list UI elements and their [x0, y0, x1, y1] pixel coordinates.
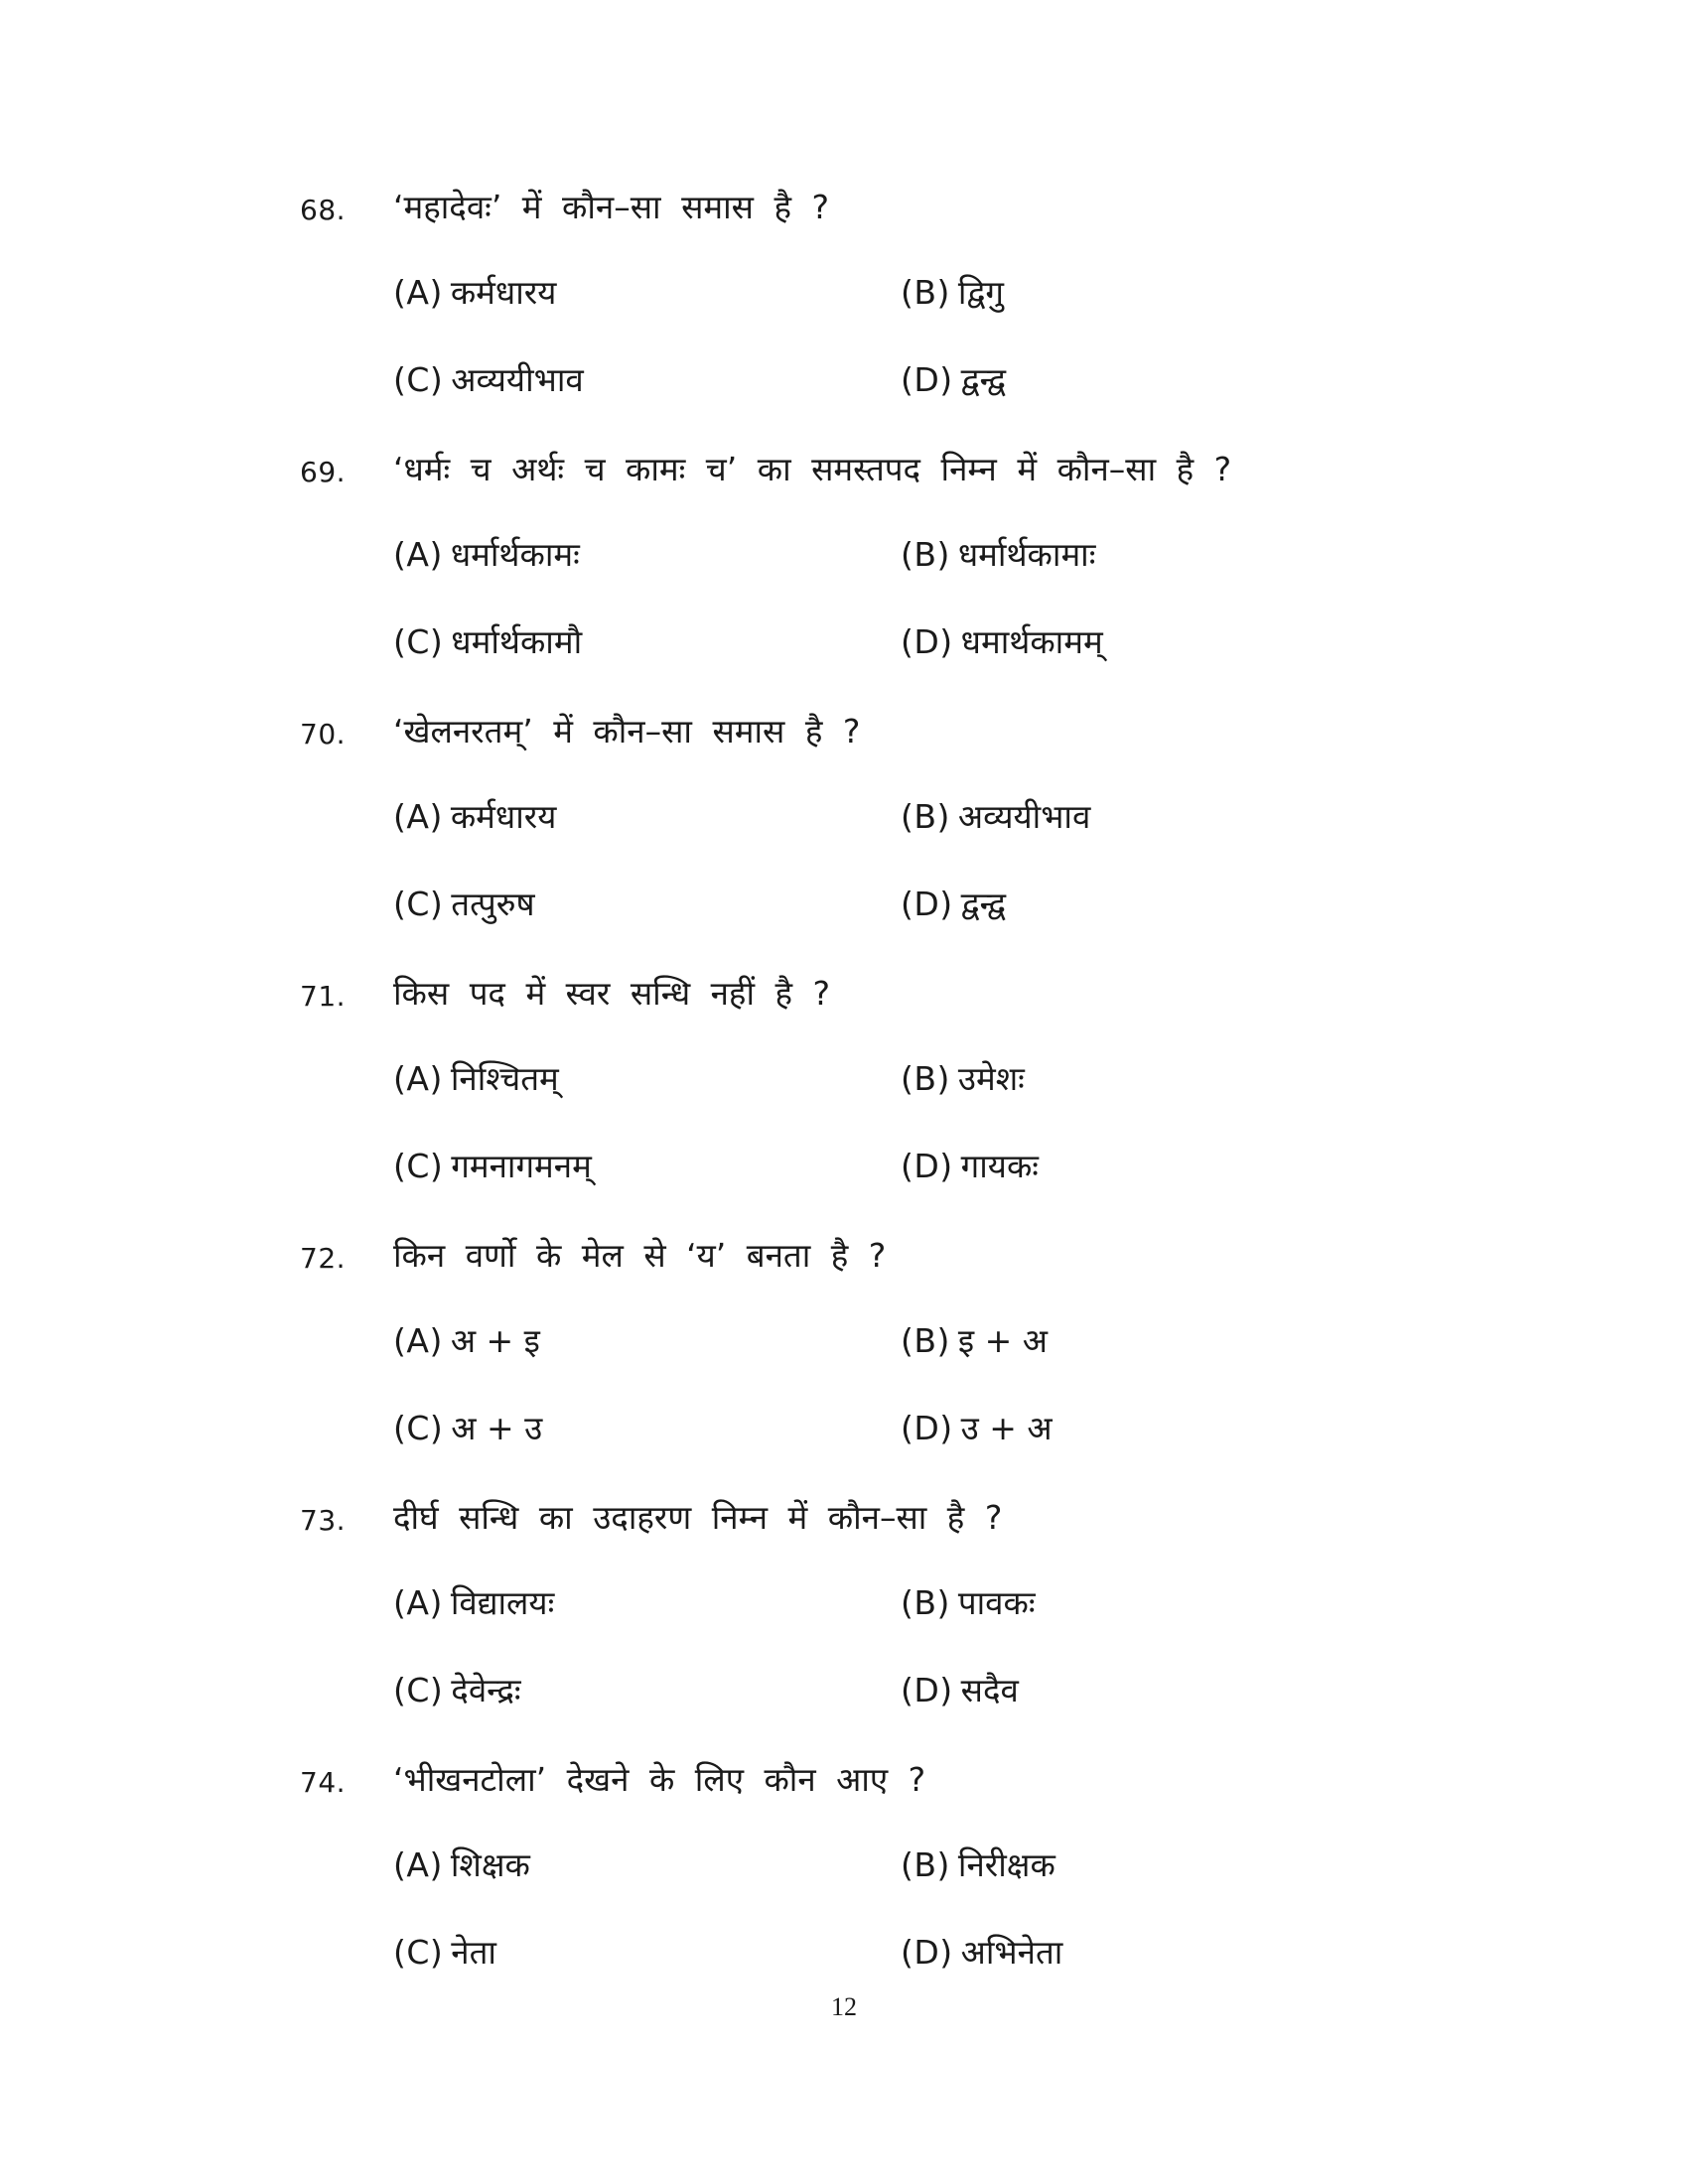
option-label: (D) — [901, 1933, 953, 1972]
option-b — [901, 794, 1090, 840]
option-c — [393, 1668, 521, 1713]
option-label: (A) — [393, 1321, 443, 1360]
option-d — [901, 1144, 1039, 1189]
option-text: द्वन्द्व — [960, 885, 1006, 923]
question-text: ‘खेलनरतम्’ में कौन–सा समास है ? — [393, 712, 861, 751]
option-label: (B) — [901, 797, 950, 836]
option-c — [393, 357, 584, 403]
option-text: विद्यालयः — [450, 1583, 555, 1622]
option-a — [393, 532, 580, 578]
option-text: धर्मार्थकामौ — [451, 622, 583, 661]
option-label: (D) — [901, 1671, 953, 1709]
option-label: (B) — [901, 1583, 950, 1622]
option-text: गमनागमनम् — [451, 1147, 592, 1185]
option-label: (B) — [901, 273, 950, 312]
option-a — [393, 1056, 559, 1102]
option-label: (C) — [393, 1147, 444, 1185]
option-label: (D) — [901, 885, 953, 923]
option-text: धर्मार्थकामाः — [957, 535, 1096, 574]
question-text: किन वर्णो के मेल से ‘य’ बनता है ? — [393, 1236, 887, 1275]
question-72 — [0, 1236, 1688, 1501]
option-a — [393, 270, 556, 316]
option-text: अ + इ — [450, 1321, 540, 1360]
option-text: धमार्थकामम् — [960, 622, 1103, 661]
option-d — [901, 619, 1103, 665]
option-label: (B) — [901, 1845, 950, 1884]
question-number: 70. — [300, 718, 347, 751]
option-label: (C) — [393, 360, 444, 399]
option-label: (A) — [393, 797, 443, 836]
question-73 — [0, 1498, 1688, 1763]
question-number: 74. — [300, 1766, 347, 1799]
option-a — [393, 1580, 554, 1626]
option-text: अ + उ — [451, 1409, 543, 1447]
question-text: किस पद में स्वर सन्धि नहीं है ? — [393, 974, 831, 1013]
option-label: (D) — [901, 1147, 953, 1185]
option-text: नेता — [451, 1933, 496, 1972]
question-text: ‘महादेवः’ में कौन–सा समास है ? — [393, 188, 829, 226]
question-69 — [0, 450, 1688, 715]
option-b — [901, 270, 1004, 316]
option-label: (A) — [393, 1845, 443, 1884]
option-c — [393, 1144, 592, 1189]
option-text: उ + अ — [960, 1409, 1053, 1447]
option-a — [393, 1843, 530, 1888]
question-number: 69. — [300, 456, 347, 488]
option-label: (A) — [393, 535, 443, 574]
question-text: ‘धर्मः च अर्थः च कामः च’ का समस्तपद निम्न में कौन–सा है ? — [393, 450, 1232, 488]
option-label: (A) — [393, 1059, 443, 1098]
option-text: कर्मधारय — [450, 797, 557, 836]
option-d — [901, 882, 1006, 927]
option-label: (D) — [901, 622, 953, 661]
option-d — [901, 357, 1006, 403]
option-label: (B) — [901, 1059, 950, 1098]
question-71 — [0, 974, 1688, 1239]
option-label: (A) — [393, 1583, 443, 1622]
option-text: शिक्षक — [450, 1845, 530, 1884]
option-text: अव्ययीभाव — [451, 360, 584, 399]
option-d — [901, 1930, 1062, 1976]
option-c — [393, 619, 582, 665]
option-b — [901, 1843, 1055, 1888]
option-a — [393, 794, 556, 840]
question-74 — [0, 1760, 1688, 2025]
option-b — [901, 1056, 1025, 1102]
option-label: (C) — [393, 885, 444, 923]
question-number: 68. — [300, 194, 347, 226]
option-label: (C) — [393, 1671, 444, 1709]
option-c — [393, 1930, 496, 1976]
option-label: (C) — [393, 1933, 444, 1972]
option-text: द्वन्द्व — [960, 360, 1006, 399]
option-text: अव्ययीभाव — [957, 797, 1091, 836]
option-label: (C) — [393, 1409, 444, 1447]
question-text: ‘भीखनटोला’ देखने के लिए कौन आए ? — [393, 1760, 926, 1799]
option-label: (D) — [901, 360, 953, 399]
option-text: इ + अ — [957, 1321, 1048, 1360]
option-text: निश्चितम् — [450, 1059, 559, 1098]
option-text: निरीक्षक — [957, 1845, 1055, 1884]
page-number: 12 — [831, 1992, 857, 2021]
option-b — [901, 532, 1095, 578]
option-c — [393, 1406, 542, 1451]
question-number: 72. — [300, 1242, 347, 1275]
question-number: 73. — [300, 1504, 347, 1537]
option-label: (A) — [393, 273, 443, 312]
option-text: धर्मार्थकामः — [450, 535, 580, 574]
question-70 — [0, 712, 1688, 977]
option-b — [901, 1318, 1048, 1364]
question-text: दीर्घ सन्धि का उदाहरण निम्न में कौन–सा है ? — [393, 1498, 1003, 1537]
option-text: अभिनेता — [960, 1933, 1063, 1972]
option-label: (B) — [901, 1321, 950, 1360]
option-d — [901, 1406, 1053, 1451]
option-label: (C) — [393, 622, 444, 661]
option-text: गायकः — [960, 1147, 1039, 1185]
option-text: पावकः — [957, 1583, 1036, 1622]
option-text: द्विगु — [957, 273, 1004, 312]
option-text: देवेन्द्रः — [451, 1671, 521, 1709]
option-a — [393, 1318, 540, 1364]
question-68 — [0, 188, 1688, 453]
option-d — [901, 1668, 1019, 1713]
option-text: सदैव — [960, 1671, 1019, 1709]
option-label: (B) — [901, 535, 950, 574]
option-text: तत्पुरुष — [451, 885, 535, 923]
question-number: 71. — [300, 980, 347, 1013]
option-text: कर्मधारय — [450, 273, 557, 312]
option-text: उमेशः — [957, 1059, 1025, 1098]
option-b — [901, 1580, 1036, 1626]
option-label: (D) — [901, 1409, 953, 1447]
option-c — [393, 882, 535, 927]
